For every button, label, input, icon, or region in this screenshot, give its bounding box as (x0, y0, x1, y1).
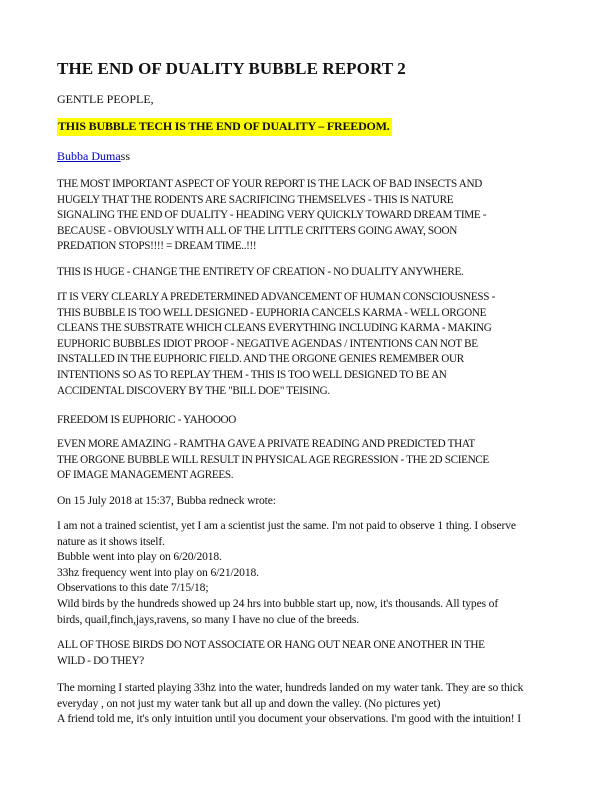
paragraph-water-tank (57, 680, 557, 727)
text-line: BECAUSE - OBVIOUSLY WITH ALL OF THE LITTLE CRITTERS GOING AWAY, SOON (57, 224, 457, 237)
text-line: THIS BUBBLE IS TOO WELL DESIGNED - EUPHORIA CANCELS KARMA - WELL ORGONE (57, 306, 487, 319)
text-line: INSTALLED IN THE EUPHORIC FIELD. AND THE ORGONE GENIES REMEMBER OUR (57, 353, 464, 366)
paragraph-quote-header (57, 493, 557, 509)
text-line: EUPHORIC BUBBLES IDIOT PROOF - NEGATIVE AGENDAS / INTENTIONS CAN NOT BE (57, 337, 478, 350)
text-line: A friend told me, it's only intuition until you document your observations. I'm good with the intuition! I (57, 712, 521, 726)
text-line: THE ORGONE BUBBLE WILL RESULT IN PHYSICAL AGE REGRESSION - THE 2D SCIENCE (57, 453, 489, 466)
text-line: FREEDOM IS EUPHORIC - YAHOOOO (57, 414, 237, 426)
text-line: 33hz frequency went into play on 6/21/2018. (57, 565, 259, 579)
text-line: Wild birds by the hundreds showed up 24 hrs into bubble start up, now, it's thousands. All types of (57, 596, 499, 610)
highlighted-statement: THIS BUBBLE TECH IS THE END OF DUALITY – FREEDOM. (57, 118, 392, 136)
text-line: THE MOST IMPORTANT ASPECT OF YOUR REPORT IS THE LACK OF BAD INSECTS AND (57, 178, 482, 190)
paragraph-huge (57, 265, 557, 281)
author-line (57, 149, 130, 164)
text-line: INTENTIONS SO AS TO REPLAY THEM - THIS IS TOO WELL DESIGNED TO BE AN (57, 368, 447, 381)
paragraph-consciousness (57, 290, 557, 399)
text-line: HUGELY THAT THE RODENTS ARE SACRIFICING THEMSELVES - THIS IS NATURE (57, 193, 454, 206)
text-line: ACCIDENTAL DISCOVERY BY THE "BILL DOE" TEISING. (57, 384, 330, 397)
paragraph-insects (57, 177, 557, 255)
text-line: I am not a trained scientist, yet I am a scientist just the same. I'm not paid to observe 1 thing. I observe (57, 519, 516, 532)
paragraph-ramtha (57, 437, 557, 484)
text-line: nature as it shows itself. (57, 534, 165, 548)
text-line: EVEN MORE AMAZING - RAMTHA GAVE A PRIVATE READING AND PREDICTED THAT (57, 438, 475, 450)
text-line: ALL OF THOSE BIRDS DO NOT ASSOCIATE OR HANG OUT NEAR ONE ANOTHER IN THE (57, 639, 485, 651)
text-line: On 15 July 2018 at 15:37, Bubba redneck wrote: (57, 494, 276, 507)
text-line: birds, quail,finch,jays,ravens, so many I have no clue of the breeds. (57, 612, 359, 626)
document-title: THE END OF DUALITY BUBBLE REPORT 2 (57, 59, 406, 78)
text-line: Observations to this date 7/15/18; (57, 581, 209, 595)
text-line: IT IS VERY CLEARLY A PREDETERMINED ADVANCEMENT OF HUMAN CONSCIOUSNESS - (57, 291, 495, 303)
author-suffix: ss (120, 149, 130, 163)
paragraph-freedom (57, 413, 557, 429)
text-line: The morning I started playing 33hz into the water, hundreds landed on my water tank. They are so thick (57, 681, 524, 694)
text-line: everyday , on not just my water tank but all up and down the valley. (No pictures yet) (57, 696, 441, 710)
paragraph-observations (57, 518, 557, 627)
paragraph-birds-question (57, 638, 557, 669)
author-link[interactable]: Bubba Duma (57, 149, 121, 163)
text-line: SIGNALING THE END OF DUALITY - HEADING VERY QUICKLY TOWARD DREAM TIME - (57, 209, 487, 222)
text-line: PREDATION STOPS!!!! = DREAM TIME..!!! (57, 240, 257, 253)
text-line: CLEANS THE SUBSTRATE WHICH CLEANS EVERYTHING INCLUDING KARMA - MAKING (57, 322, 492, 335)
text-line: OF IMAGE MANAGEMENT AGREES. (57, 469, 234, 482)
text-line: THIS IS HUGE - CHANGE THE ENTIRETY OF CREATION - NO DUALITY ANYWHERE. (57, 266, 464, 278)
text-line: WILD - DO THEY? (57, 654, 144, 667)
text-line: Bubble went into play on 6/20/2018. (57, 550, 222, 564)
greeting: GENTLE PEOPLE, (57, 92, 154, 106)
